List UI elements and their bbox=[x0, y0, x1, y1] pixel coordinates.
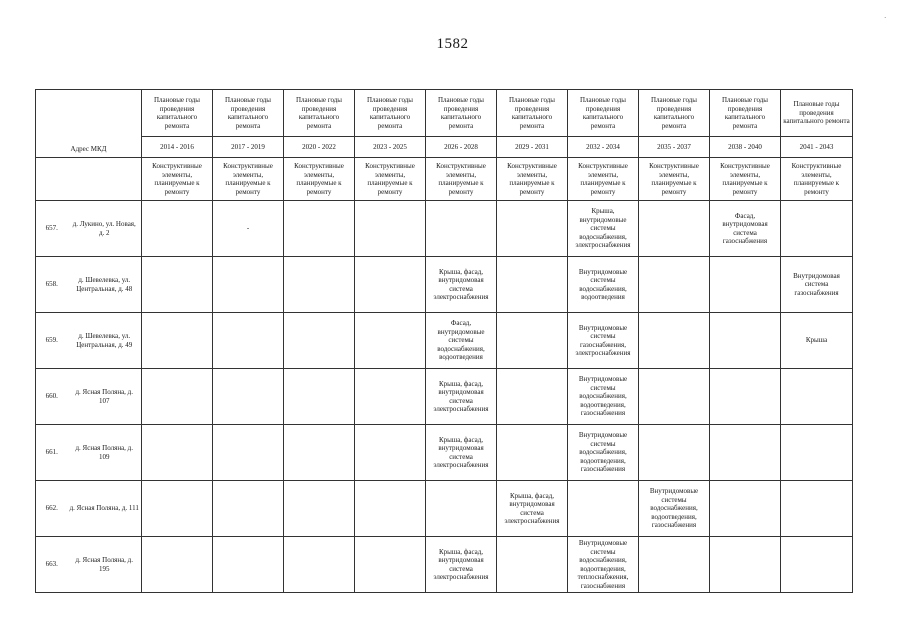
repair-cell bbox=[355, 201, 426, 257]
period-label: 2020 - 2022 bbox=[284, 137, 355, 158]
plan-years-header: Плановые годы проведения капитального ремонта bbox=[497, 90, 568, 137]
plan-years-header: Плановые годы проведения капитального ремонта bbox=[781, 90, 853, 137]
plan-years-header: Плановые годы проведения капитального ремонта bbox=[639, 90, 710, 137]
repair-cell bbox=[710, 537, 781, 593]
repair-cell bbox=[284, 201, 355, 257]
plan-years-header: Плановые годы проведения капитального ремонта bbox=[142, 90, 213, 137]
row-number: 659. bbox=[36, 313, 68, 369]
table-row bbox=[36, 257, 853, 313]
capital-repair-plan-table bbox=[35, 89, 853, 593]
plan-years-header: Плановые годы проведения капитального ремонта bbox=[213, 90, 284, 137]
repair-cell bbox=[639, 257, 710, 313]
repair-cell bbox=[426, 201, 497, 257]
row-address: д. Ясная Поляна, д. 195 bbox=[68, 537, 142, 593]
repair-cell bbox=[710, 425, 781, 481]
period-label: 2014 - 2016 bbox=[142, 137, 213, 158]
table-row bbox=[36, 313, 853, 369]
repair-cell: Крыша, фасад, внутридомовая система электроснабжения bbox=[497, 481, 568, 537]
scan-mark: · bbox=[884, 14, 887, 22]
period-label: 2035 - 2037 bbox=[639, 137, 710, 158]
elements-header: Конструктивные элементы, планируемые к ремонту bbox=[710, 158, 781, 201]
elements-header: Конструктивные элементы, планируемые к ремонту bbox=[355, 158, 426, 201]
row-number: 663. bbox=[36, 537, 68, 593]
header-row-plan bbox=[36, 90, 853, 137]
elements-header: Конструктивные элементы, планируемые к ремонту bbox=[639, 158, 710, 201]
repair-cell bbox=[355, 313, 426, 369]
repair-cell: Крыша bbox=[781, 313, 853, 369]
period-label: 2029 - 2031 bbox=[497, 137, 568, 158]
repair-cell bbox=[213, 313, 284, 369]
repair-cell bbox=[142, 313, 213, 369]
repair-cell: Внутридомовые системы водоснабжения, водоотведения, теплоснабжения, газоснабжения bbox=[568, 537, 639, 593]
repair-cell bbox=[284, 369, 355, 425]
table-row bbox=[36, 369, 853, 425]
address-header: Адрес МКД bbox=[36, 90, 142, 158]
repair-cell bbox=[355, 537, 426, 593]
row-address: д. Ясная Поляна, д. 111 bbox=[68, 481, 142, 537]
repair-cell: Крыша, фасад, внутридомовая система электроснабжения bbox=[426, 369, 497, 425]
period-label: 2023 - 2025 bbox=[355, 137, 426, 158]
repair-cell bbox=[142, 201, 213, 257]
repair-cell bbox=[710, 481, 781, 537]
repair-cell: Внутридомовые системы водоснабжения, водоотведения, газоснабжения bbox=[568, 369, 639, 425]
plan-years-header: Плановые годы проведения капитального ремонта bbox=[710, 90, 781, 137]
repair-cell bbox=[213, 369, 284, 425]
repair-cell bbox=[284, 537, 355, 593]
row-address: д. Ясная Поляна, д. 107 bbox=[68, 369, 142, 425]
repair-cell bbox=[213, 425, 284, 481]
repair-cell bbox=[497, 425, 568, 481]
period-label: 2017 - 2019 bbox=[213, 137, 284, 158]
repair-cell bbox=[781, 481, 853, 537]
plan-years-header: Плановые годы проведения капитального ремонта bbox=[355, 90, 426, 137]
repair-cell: Крыша, внутридомовые системы водоснабжения, электроснабжения bbox=[568, 201, 639, 257]
repair-cell bbox=[284, 257, 355, 313]
repair-cell bbox=[710, 313, 781, 369]
repair-cell: Фасад, внутридомовая система газоснабжения bbox=[710, 201, 781, 257]
elements-header: Конструктивные элементы, планируемые к ремонту bbox=[142, 158, 213, 201]
repair-cell bbox=[355, 481, 426, 537]
row-number: 658. bbox=[36, 257, 68, 313]
repair-cell: Крыша, фасад, внутридомовая система электроснабжения bbox=[426, 537, 497, 593]
table-row bbox=[36, 537, 853, 593]
repair-cell bbox=[142, 257, 213, 313]
repair-cell bbox=[497, 369, 568, 425]
repair-cell bbox=[355, 425, 426, 481]
row-address: д. Лукино, ул. Новая, д. 2 bbox=[68, 201, 142, 257]
period-label: 2038 - 2040 bbox=[710, 137, 781, 158]
row-number: 657. bbox=[36, 201, 68, 257]
repair-cell bbox=[639, 425, 710, 481]
elements-header: Конструктивные элементы, планируемые к ремонту bbox=[781, 158, 853, 201]
table-row bbox=[36, 201, 853, 257]
repair-cell bbox=[284, 481, 355, 537]
elements-header: Конструктивные элементы, планируемые к ремонту bbox=[284, 158, 355, 201]
repair-cell: - bbox=[213, 201, 284, 257]
repair-cell bbox=[213, 257, 284, 313]
elements-header: Конструктивные элементы, планируемые к ремонту bbox=[426, 158, 497, 201]
repair-cell bbox=[284, 425, 355, 481]
elements-header: Конструктивные элементы, планируемые к ремонту bbox=[497, 158, 568, 201]
repair-cell: Внутридомовая система газоснабжения bbox=[781, 257, 853, 313]
repair-cell bbox=[710, 257, 781, 313]
address-header-blank bbox=[36, 158, 142, 201]
repair-cell: Внутридомовые системы водоснабжения, водоотведения, газоснабжения bbox=[639, 481, 710, 537]
repair-cell bbox=[710, 369, 781, 425]
repair-cell bbox=[426, 481, 497, 537]
repair-cell: Внутридомовые системы водоснабжения, водоотведения bbox=[568, 257, 639, 313]
repair-cell: Внутридомовые системы газоснабжения, электроснабжения bbox=[568, 313, 639, 369]
plan-years-header: Плановые годы проведения капитального ремонта bbox=[284, 90, 355, 137]
repair-cell bbox=[355, 257, 426, 313]
repair-cell bbox=[568, 481, 639, 537]
plan-years-header: Плановые годы проведения капитального ремонта bbox=[568, 90, 639, 137]
repair-cell bbox=[142, 369, 213, 425]
repair-cell bbox=[284, 313, 355, 369]
repair-cell: Крыша, фасад, внутридомовая система электроснабжения bbox=[426, 257, 497, 313]
row-address: д. Шевелевка, ул. Центральная, д. 48 bbox=[68, 257, 142, 313]
repair-cell bbox=[639, 537, 710, 593]
repair-cell bbox=[639, 369, 710, 425]
repair-cell bbox=[497, 537, 568, 593]
elements-header: Конструктивные элементы, планируемые к ремонту bbox=[568, 158, 639, 201]
repair-cell bbox=[781, 425, 853, 481]
table-row bbox=[36, 425, 853, 481]
repair-cell bbox=[142, 425, 213, 481]
period-label: 2041 - 2043 bbox=[781, 137, 853, 158]
repair-cell bbox=[639, 201, 710, 257]
repair-cell bbox=[142, 537, 213, 593]
page-number: 1582 bbox=[436, 36, 469, 52]
row-number: 662. bbox=[36, 481, 68, 537]
repair-cell bbox=[781, 537, 853, 593]
row-address: д. Шевелевка, ул. Центральная, д. 49 bbox=[68, 313, 142, 369]
row-number: 661. bbox=[36, 425, 68, 481]
row-number: 660. bbox=[36, 369, 68, 425]
period-label: 2032 - 2034 bbox=[568, 137, 639, 158]
period-label: 2026 - 2028 bbox=[426, 137, 497, 158]
repair-cell: Фасад, внутридомовые системы водоснабжения, водоотведения bbox=[426, 313, 497, 369]
repair-cell: Крыша, фасад, внутридомовая система электроснабжения bbox=[426, 425, 497, 481]
elements-header: Конструктивные элементы, планируемые к ремонту bbox=[213, 158, 284, 201]
repair-cell bbox=[355, 369, 426, 425]
repair-cell bbox=[497, 313, 568, 369]
repair-cell: Внутридомовые системы водоснабжения, водоотведения, газоснабжения bbox=[568, 425, 639, 481]
repair-cell bbox=[213, 537, 284, 593]
header-row-elements bbox=[36, 158, 853, 201]
table-row bbox=[36, 481, 853, 537]
plan-years-header: Плановые годы проведения капитального ремонта bbox=[426, 90, 497, 137]
repair-cell bbox=[781, 369, 853, 425]
repair-cell bbox=[639, 313, 710, 369]
row-address: д. Ясная Поляна, д. 109 bbox=[68, 425, 142, 481]
header-row-periods bbox=[36, 137, 853, 158]
repair-cell bbox=[213, 481, 284, 537]
repair-cell bbox=[497, 257, 568, 313]
repair-cell bbox=[497, 201, 568, 257]
repair-cell bbox=[781, 201, 853, 257]
repair-cell bbox=[142, 481, 213, 537]
